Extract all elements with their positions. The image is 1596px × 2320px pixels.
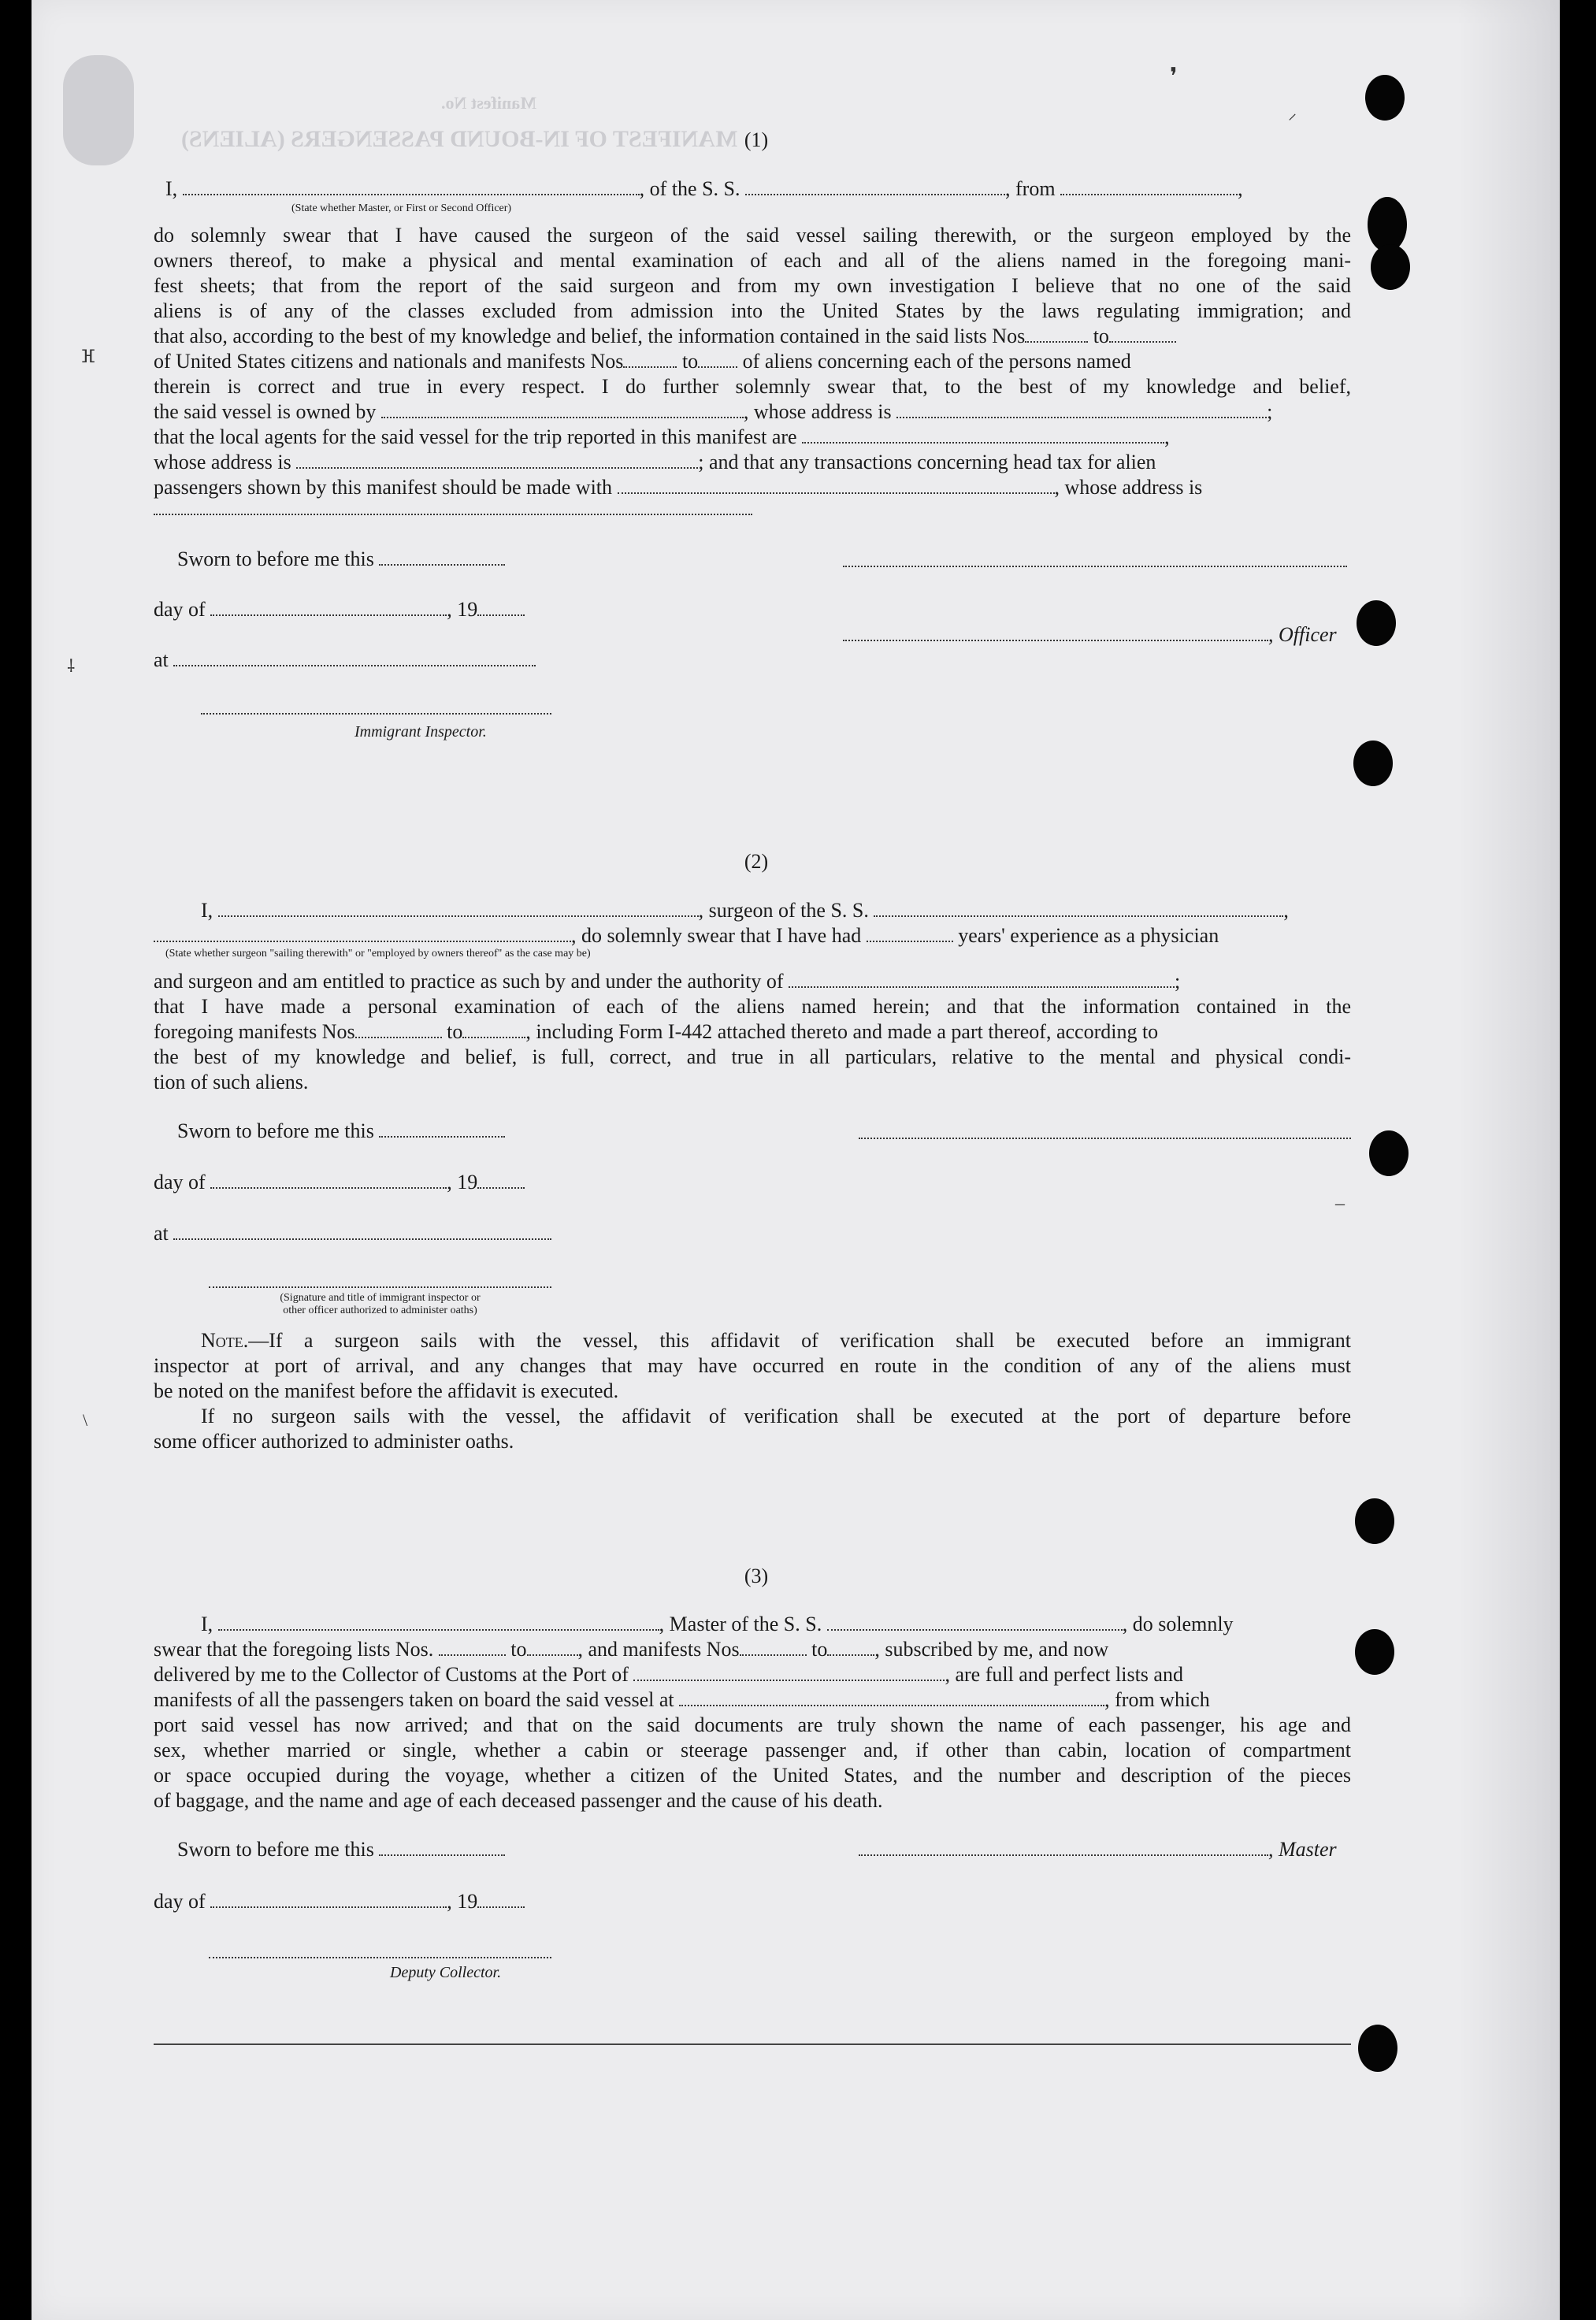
s2-note-line-5: some officer authorized to administer oaths. bbox=[154, 1430, 514, 1453]
s1-state-caption: (State whether Master, or First or Second Officer) bbox=[291, 202, 512, 214]
s2-state-caption: (State whether surgeon "sailing therewith" or "employed by owners thereof" as the case may be) bbox=[165, 948, 591, 960]
stray-mark: \ bbox=[83, 1410, 88, 1430]
s2-note-line-4: If no surgeon sails with the vessel, the affidavit of verification shall be executed at the port of departure before bbox=[201, 1405, 1351, 1427]
bleed-through-stamp bbox=[63, 55, 134, 165]
s3-line-4: manifests of all the passengers taken on board the said vessel at , from which bbox=[154, 1688, 1210, 1711]
s1-text-line-4: aliens is of any of the classes excluded from admission into the United States by the laws regulating immigration; and bbox=[154, 299, 1351, 322]
stray-mark: ⸝ bbox=[1288, 103, 1297, 123]
s1-inspector-caption: Immigrant Inspector. bbox=[354, 723, 487, 741]
s1-text-line-9: that the local agents for the said vessel for the trip reported in this manifest are , bbox=[154, 425, 1170, 448]
s1-day-of: day of , 19 bbox=[154, 597, 525, 622]
bleed-through-title: MANIFEST OF IN-BOUND PASSENGERS (ALIENS) bbox=[181, 126, 738, 152]
s1-line-master: I, , of the S. S. , from , bbox=[165, 177, 1243, 200]
s1-address-blank-line bbox=[154, 514, 752, 515]
binder-hole bbox=[1355, 1498, 1394, 1544]
s1-text-line-11: passengers shown by this manifest should be made with , whose address is bbox=[154, 476, 1203, 499]
s1-from: , from bbox=[1005, 177, 1056, 200]
stray-mark: ⸸ bbox=[67, 656, 76, 676]
s1-officer-sig-line bbox=[843, 566, 1347, 567]
s2-surgeon-sig-line bbox=[859, 1138, 1351, 1139]
s2-note-line-3: be noted on the manifest before the affidavit is executed. bbox=[154, 1379, 619, 1402]
s2-line-5: foregoing manifests Nos to , including Form I-442 attached thereto and made a part thereof, according to bbox=[154, 1020, 1159, 1043]
s2-sworn: Sworn to before me this bbox=[177, 1119, 505, 1144]
binder-hole bbox=[1371, 244, 1410, 290]
s1-text-line-5: that also, according to the best of my knowledge and belief, the information contained in the said lists Nos to bbox=[154, 324, 1176, 349]
section-1-number: (1) bbox=[744, 128, 769, 151]
s1-from-blank bbox=[1060, 178, 1238, 195]
stray-mark: – bbox=[1335, 1193, 1345, 1214]
s2-line-3: and surgeon and am entitled to practice as such by and under the authority of ; bbox=[154, 970, 1181, 993]
s2-line-7: tion of such aliens. bbox=[154, 1071, 309, 1093]
s3-line-1: I, , Master of the S. S. , do solemnly bbox=[201, 1613, 1234, 1635]
s1-inspector-sig-line bbox=[201, 713, 551, 715]
s2-sig-caption-1: (Signature and title of immigrant inspector or bbox=[280, 1292, 481, 1304]
s1-sworn: Sworn to before me this bbox=[177, 547, 505, 572]
binder-hole bbox=[1369, 1130, 1409, 1176]
s3-line-7: or space occupied during the voyage, whether a citizen of the United States, and the number and description of the pieces bbox=[154, 1764, 1351, 1787]
bleed-through-manifest-no: Manifest No. bbox=[441, 93, 536, 113]
s3-line-2: swear that the foregoing lists Nos. to , and manifests Nos to , subscribed by me, and now bbox=[154, 1638, 1109, 1661]
s3-line-6: sex, whether married or single, whether a cabin or steerage passenger and, if other than cabin, location of compartment bbox=[154, 1739, 1351, 1761]
s1-name-blank bbox=[183, 178, 640, 195]
binder-hole bbox=[1365, 75, 1405, 121]
s2-day-of: day of , 19 bbox=[154, 1170, 525, 1195]
s1-text-line-10: whose address is ; and that any transactions concerning head tax for alien bbox=[154, 451, 1156, 473]
s1-text-line-2: owners thereof, to make a physical and mental examination of each and all of the aliens named in the foregoing mani- bbox=[154, 249, 1351, 272]
stray-mark: ❜ bbox=[1170, 64, 1178, 90]
s2-note-line-1: Note.—If a surgeon sails with the vessel, this affidavit of verification shall be executed before an immigrant bbox=[201, 1329, 1351, 1352]
binder-hole bbox=[1358, 2025, 1397, 2072]
document-page bbox=[32, 0, 1560, 2320]
s3-line-8: of baggage, and the name and age of each deceased passenger and the cause of his death. bbox=[154, 1789, 883, 1812]
s1-i-label: I, bbox=[165, 177, 178, 200]
s2-sig-caption-2: other officer authorized to administer oaths) bbox=[283, 1305, 477, 1316]
s3-master-line: , Master bbox=[859, 1837, 1337, 1862]
s1-text-line-1: do solemnly swear that I have caused the surgeon of the said vessel sailing therewith, or the surgeon employed by the bbox=[154, 224, 1351, 247]
s3-sworn: Sworn to before me this bbox=[177, 1837, 505, 1862]
section-3-number: (3) bbox=[744, 1565, 769, 1587]
s1-officer-line: , Officer bbox=[843, 622, 1337, 648]
s2-line-6: the best of my knowledge and belief, is full, correct, and true in all particulars, relative to the mental and physical condi- bbox=[154, 1045, 1351, 1068]
binder-hole bbox=[1357, 600, 1396, 646]
section-2-number: (2) bbox=[744, 850, 769, 873]
s2-line-2: , do solemnly swear that I have had years' experience as a physician bbox=[154, 923, 1219, 948]
s3-day-of: day of , 19 bbox=[154, 1889, 525, 1914]
s2-at: at bbox=[154, 1221, 551, 1246]
s1-text-line-7: therein is correct and true in every respect. I do further solemnly swear that, to the best of my knowledge and belief, bbox=[154, 375, 1351, 398]
s1-of-ss: , of the S. S. bbox=[639, 177, 740, 200]
s1-text-line-6: of United States citizens and nationals and manifests Nos to of aliens concerning each of the persons named bbox=[154, 350, 1131, 373]
s2-note-line-2: inspector at port of arrival, and any changes that may have occurred en route in the condition of any of the aliens must bbox=[154, 1354, 1351, 1377]
s1-at: at bbox=[154, 648, 536, 673]
stray-mark: ⴼ bbox=[80, 347, 96, 366]
s3-line-5: port said vessel has now arrived; and that on the said documents are truly shown the name of each passenger, his age and bbox=[154, 1713, 1351, 1736]
s3-deputy-sig-line bbox=[209, 1957, 551, 1958]
s1-text-line-3: fest sheets; that from the report of the said surgeon and from my own investigation I believe that no one of the said bbox=[154, 274, 1351, 297]
s2-line-4: that I have made a personal examination of each of the aliens named herein; and that the information contained in the bbox=[154, 995, 1351, 1018]
s3-line-3: delivered by me to the Collector of Customs at the Port of , are full and perfect lists and bbox=[154, 1663, 1183, 1686]
s1-vessel-blank bbox=[745, 178, 1005, 195]
binder-hole bbox=[1355, 1629, 1394, 1675]
binder-hole bbox=[1353, 741, 1393, 786]
s1-text-line-8: the said vessel is owned by , whose address is ; bbox=[154, 400, 1273, 423]
s2-line-1: I, , surgeon of the S. S. , bbox=[201, 899, 1289, 922]
bottom-rule bbox=[154, 2043, 1351, 2045]
s3-deputy-caption: Deputy Collector. bbox=[390, 1964, 502, 1981]
s2-inspector-sig-line bbox=[209, 1286, 551, 1288]
